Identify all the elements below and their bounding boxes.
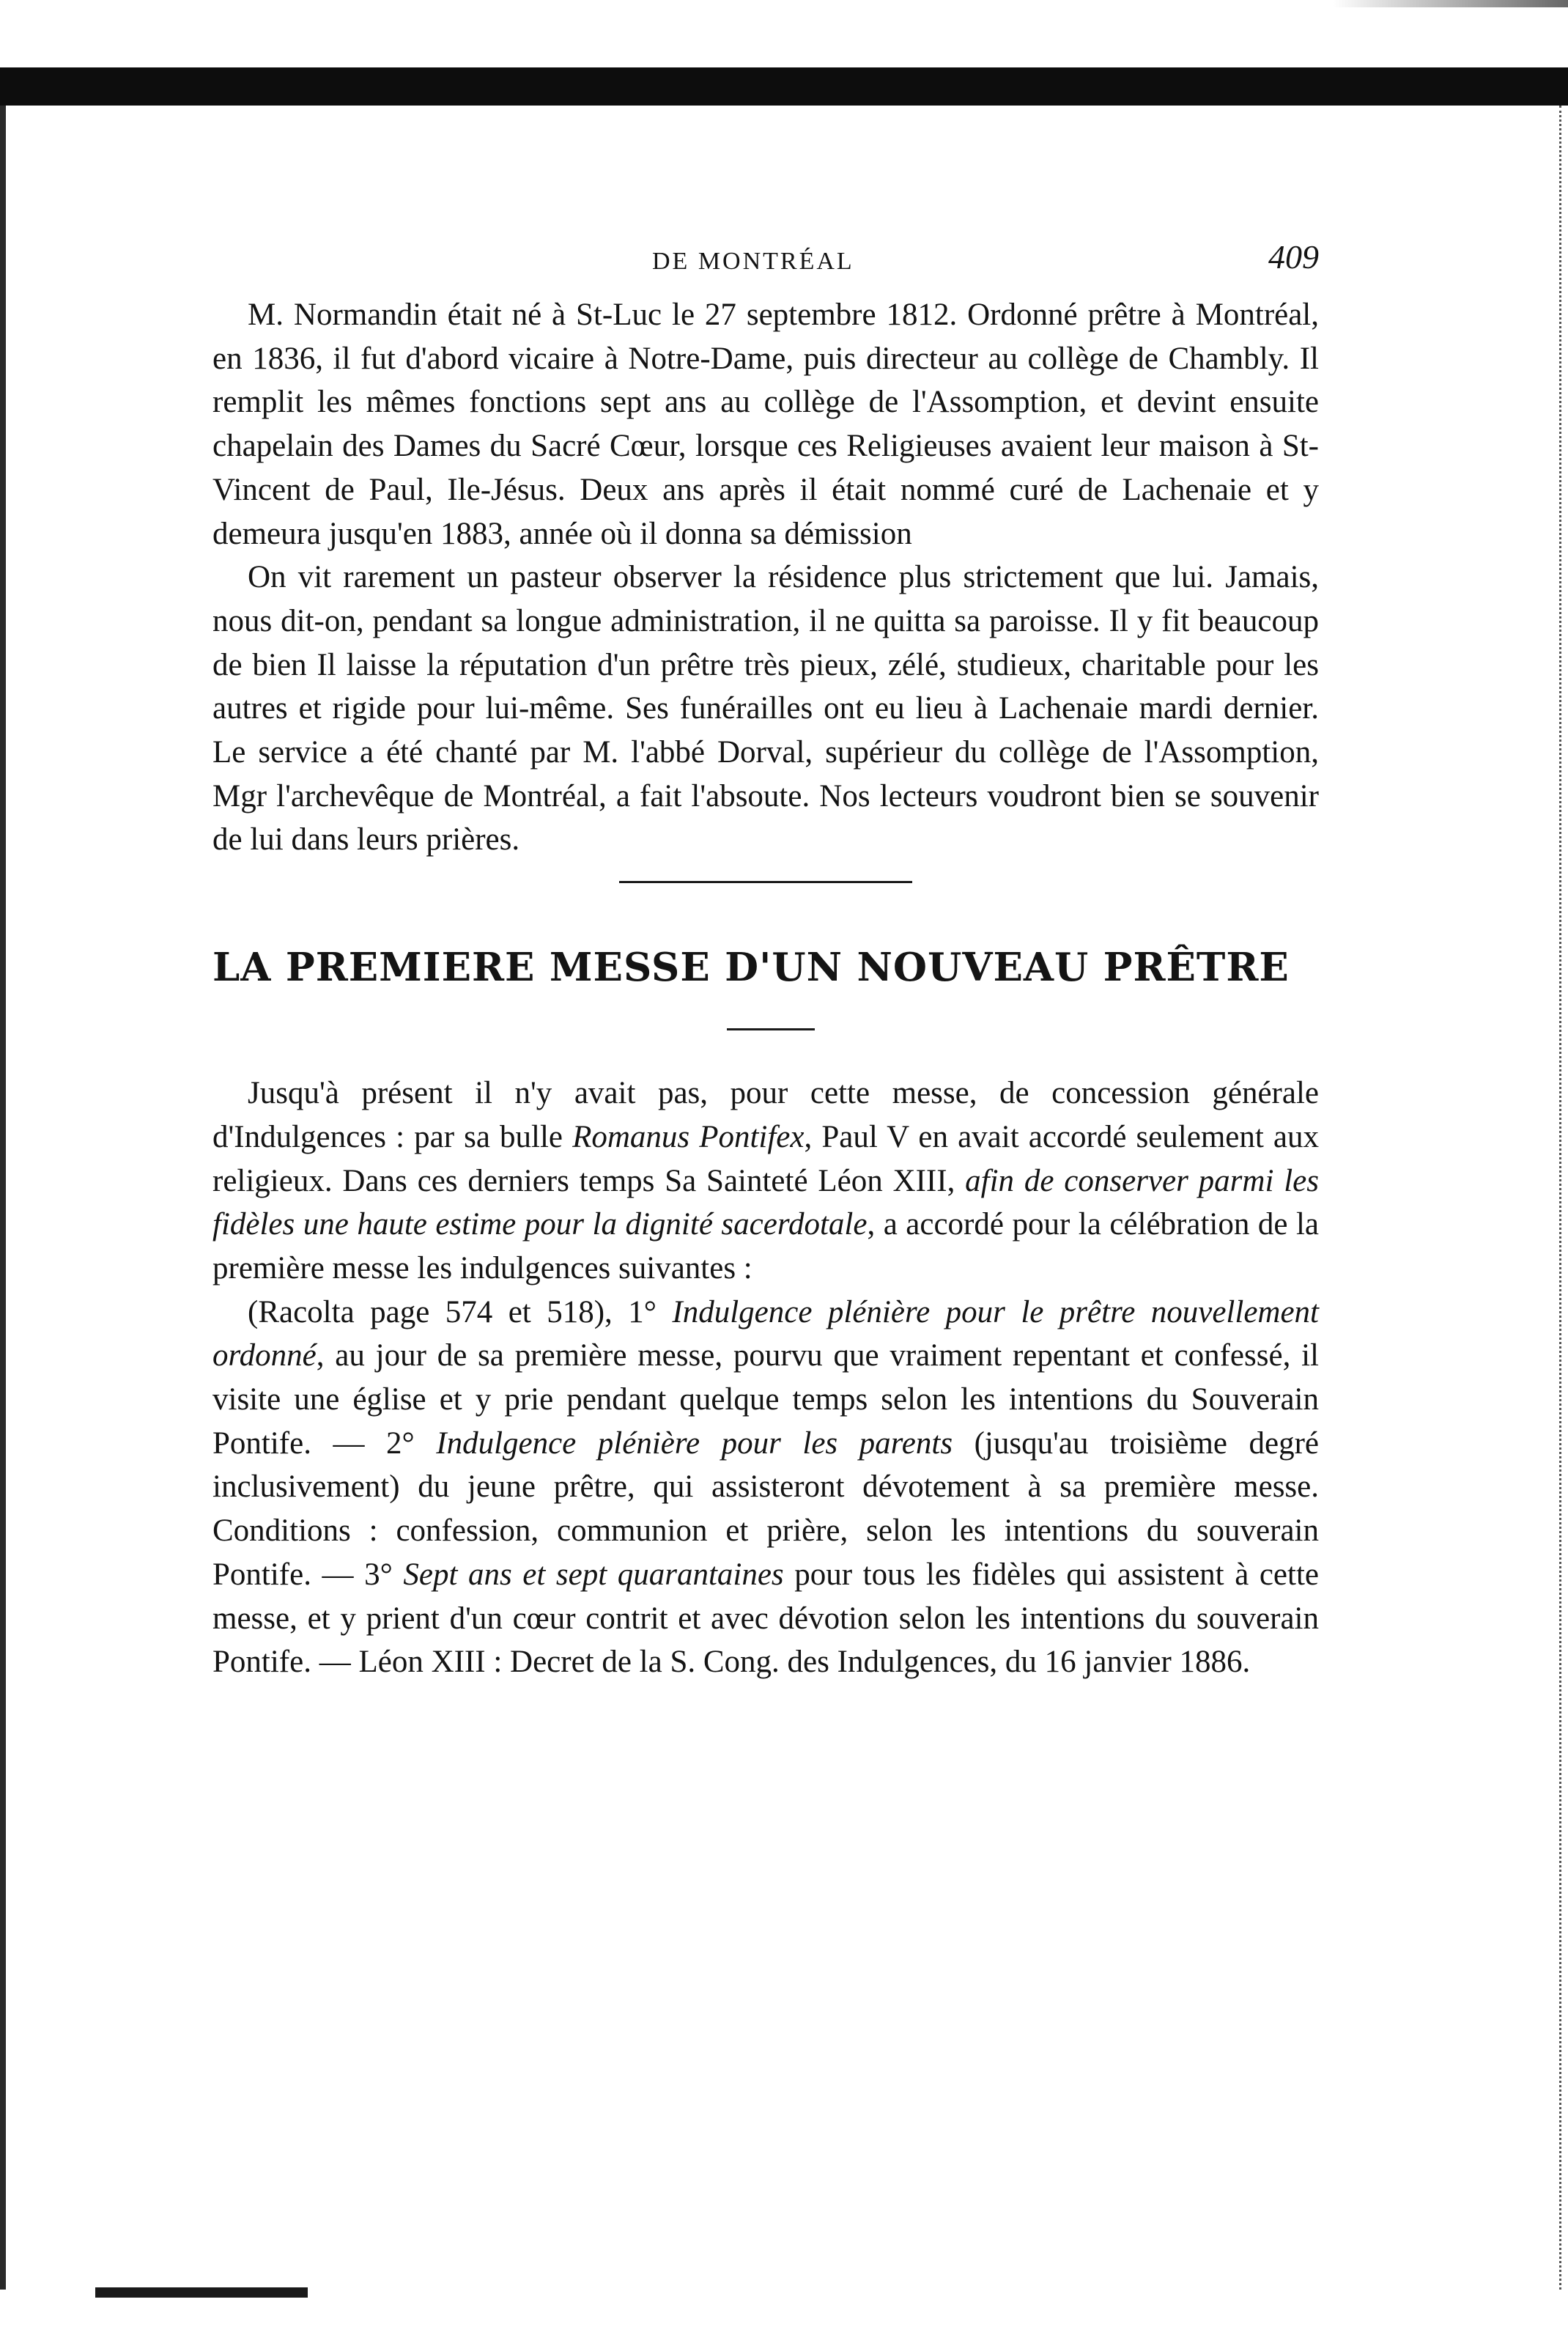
obituary-paragraph-1: M. Normandin était né à St-Luc le 27 septembre 1812. Ordonné prêtre à Montréal, en 1836, il fut d'abord vicaire à Notre-Dame, puis directeur au collège de Chambly. Il remplit les mêmes fonctions sept ans au collège de l'Assomption, et devint ensuite chapelain des Dames du Sacré Cœur, lorsque ces Religieuses avaient leur maison à St-Vincent de Paul, Ile-Jésus. Deux ans après il était nommé curé de Lachenaie et y demeura jusqu'en 1883, année où il donna sa démission (212, 298, 1319, 551)
title-rule (727, 1028, 815, 1030)
indulgence-3: Sept ans et sept quarantaines (403, 1557, 784, 1592)
scan-edge-left (0, 106, 6, 2290)
article-text: pour tous les fidèles qui assistent à cette messe, et y prient d'un cœur contrit et avec dévotion selon les intentions du souverain Pontife. — Léon XIII : Decret de la S. Cong. des Indulgences, du 16 janvier 1886. (212, 1557, 1320, 1680)
article-text: (jusqu'au troisième degré inclusivement) du jeune prêtre, qui assisteront dévotement à sa première messe. Conditions : confession, communion et prière, selon les intentions du souverain Pontife. — 3° (212, 1425, 1319, 1592)
page-number: 409 (1268, 238, 1319, 276)
article-paragraph (212, 1071, 1319, 1291)
indulgence-2: Indulgence plénière pour les parents (436, 1425, 953, 1461)
article-text: Jusqu'à présent il n'y avait pas, pour cette messe, de concession générale d'Indulgences : par sa bulle (212, 1076, 1319, 1154)
article-text: , Paul V en avait accordé seulement aux religieux. Dans ces derniers temps Sa Sainteté Léon XIII, (212, 1119, 1319, 1198)
article-text: , a accordé pour la célébration de la première messe les indulgences suivantes : (212, 1207, 1319, 1285)
bull-title: Romanus Pontifex (572, 1119, 805, 1154)
scan-border-top-thin (0, 0, 1568, 7)
italic-phrase: afin de conserver parmi les fidèles une haute estime pour la dignité sacerdotale (212, 1163, 1319, 1242)
running-head (212, 227, 1319, 293)
article-title: LA PREMIERE MESSE D'UN NOUVEAU PRÊTRE (212, 945, 1290, 991)
running-title: DE MONTRÉAL (652, 248, 854, 275)
indulgences-paragraph (212, 1291, 1319, 1684)
scan-edge-right (1559, 106, 1568, 2290)
indulgence-1: Indulgence plénière pour le prêtre nouvellement ordonné (212, 1294, 1319, 1373)
obituary-paragraph-2: On vit rarement un pasteur observer la résidence plus strictement que lui. Jamais, nous dit-on, pendant sa longue administration, il ne quitta sa paroisse. Il y fit beaucoup de bien Il laisse la réputation d'un prêtre très pieux, zélé, studieux, charitable pour les autres et rigide pour lui-même. Ses funérailles ont eu lieu à Lachenaie mardi dernier. Le service a été chanté par M. l'abbé Dorval, supérieur du collège de l'Assomption, Mgr l'archevêque de Montréal, a fait l'absoute. Nos lecteurs voudront bien se souvenir de lui dans leurs prières. (212, 560, 1319, 857)
section-divider (619, 881, 912, 883)
scan-border-top (0, 67, 1568, 106)
article-text: , au jour de sa première messe, pourvu que vraiment repentant et confessé, il visite une église et y prie pendant quelque temps selon les intentions du Souverain Pontife. — 2° (212, 1338, 1319, 1461)
article-text: (Racolta page 574 et 518), 1° (248, 1294, 673, 1329)
book-page (212, 227, 1319, 1684)
scan-border-bottom (95, 2287, 308, 2298)
